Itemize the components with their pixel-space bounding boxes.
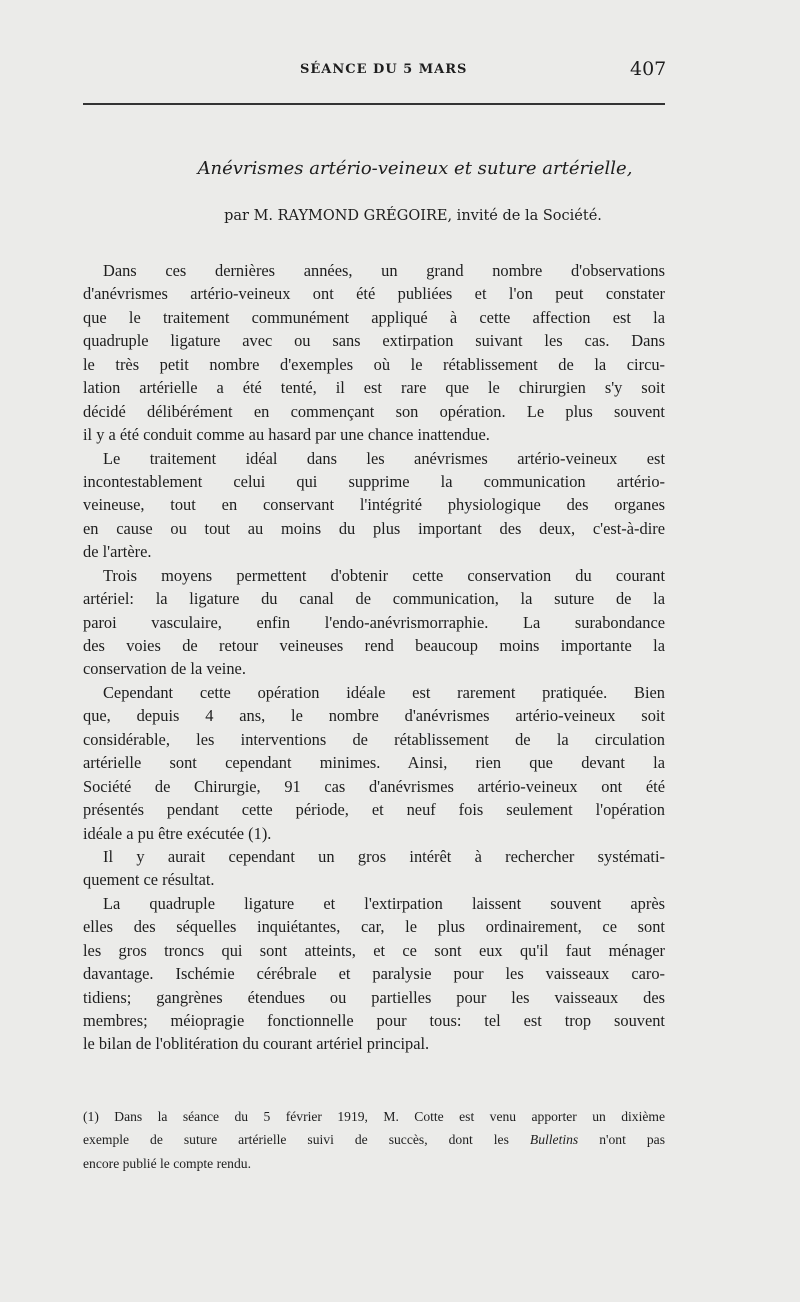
text-line: présentés pendant cette période, et neuf fois seulement l'opération	[83, 800, 665, 820]
footnote-line: (1) Dans la séance du 5 février 1919, M. Cotte est venu apporter un dixième	[83, 1109, 665, 1124]
footnote-text: n'ont pas	[578, 1132, 665, 1148]
text-line: elles des séquelles inquiétantes, car, le plus ordinairement, ce sont	[83, 917, 665, 937]
text-line: lation artérielle a été tenté, il est rare que le chirurgien s'y soit	[83, 378, 665, 398]
text-line: Il y aurait cependant un gros intérêt à rechercher systémati-	[103, 846, 665, 866]
text-line: considérable, les interventions de rétablissement de la circulation	[83, 729, 665, 749]
text-line: conservation de la veine.	[83, 659, 246, 679]
article-title: Anévrismes artério-veineux et suture artérielle,	[197, 158, 633, 179]
footnote-text: exemple de suture artérielle suivi de succès, dont les	[83, 1132, 530, 1148]
running-title: SÉANCE DU 5 MARS	[300, 62, 468, 77]
footnote-line: encore publié le compte rendu.	[83, 1155, 251, 1171]
text-line: les gros troncs qui sont atteints, et ce sont eux qu'il faut ménager	[83, 940, 665, 960]
footnote	[83, 1106, 665, 1176]
text-line: veineuse, tout en conservant l'intégrité physiologique des organes	[83, 495, 665, 515]
article-body	[83, 259, 665, 1056]
text-line: Trois moyens permettent d'obtenir cette conservation du courant	[103, 565, 665, 585]
footnote-line	[83, 1129, 665, 1152]
paragraph	[83, 681, 665, 845]
paragraph	[83, 892, 665, 1056]
text-line: Société de Chirurgie, 91 cas d'anévrismes artério-veineux ont été	[83, 776, 665, 796]
text-line: de l'artère.	[83, 542, 152, 562]
page-number: 407	[630, 58, 667, 80]
text-line: Le traitement idéal dans les anévrismes artério-veineux est	[103, 448, 665, 468]
text-line: des voies de retour veineuses rend beaucoup moins importante la	[83, 636, 665, 655]
text-line: artérielle sont cependant minimes. Ainsi, rien que devant la	[83, 753, 665, 773]
text-line: d'anévrismes artério-veineux ont été publiées et l'on peut constater	[83, 284, 665, 304]
text-line: idéale a pu être exécutée (1).	[83, 823, 272, 843]
text-line: décidé délibérément en commençant son opération. Le plus souvent	[83, 401, 665, 421]
paragraph	[83, 564, 665, 681]
text-line: quadruple ligature avec ou sans extirpation suivant les cas. Dans	[83, 331, 665, 351]
text-line: artériel: la ligature du canal de communication, la suture de la	[83, 589, 665, 609]
text-line: quement ce résultat.	[83, 870, 215, 890]
text-line: en cause ou tout au moins du plus important des deux, c'est-à-dire	[83, 518, 665, 538]
text-line: le très petit nombre d'exemples où le rétablissement de la circu-	[83, 354, 665, 374]
text-line: membres; méiopragie fonctionnelle pour tous: tel est trop souvent	[83, 1011, 665, 1030]
text-line: Dans ces dernières années, un grand nombre d'observations	[103, 261, 665, 280]
text-line: davantage. Ischémie cérébrale et paralysie pour les vaisseaux caro-	[83, 964, 665, 984]
text-line: que, depuis 4 ans, le nombre d'anévrismes artério-veineux soit	[83, 706, 665, 726]
paragraph	[83, 259, 665, 447]
text-line: Cependant cette opération idéale est rarement pratiquée. Bien	[103, 682, 665, 702]
paragraph	[83, 447, 665, 564]
text-line: le bilan de l'oblitération du courant artériel principal.	[83, 1034, 430, 1054]
byline: par M. RAYMOND GRÉGOIRE, invité de la Société.	[224, 208, 602, 224]
footnote-italic: Bulletins	[529, 1132, 579, 1148]
text-line: il y a été conduit comme au hasard par une chance inattendue.	[83, 425, 490, 445]
text-line: tidiens; gangrènes étendues ou partielles pour les vaisseaux des	[83, 987, 665, 1007]
paragraph	[83, 845, 665, 892]
text-line: que le traitement communément appliqué à cette affection est la	[83, 307, 665, 327]
text-line: La quadruple ligature et l'extirpation laissent souvent après	[103, 893, 665, 913]
header-rule	[83, 103, 665, 105]
text-line: paroi vasculaire, enfin l'endo-anévrismorraphie. La surabondance	[83, 612, 665, 632]
text-line: incontestablement celui qui supprime la communication artério-	[83, 471, 665, 491]
